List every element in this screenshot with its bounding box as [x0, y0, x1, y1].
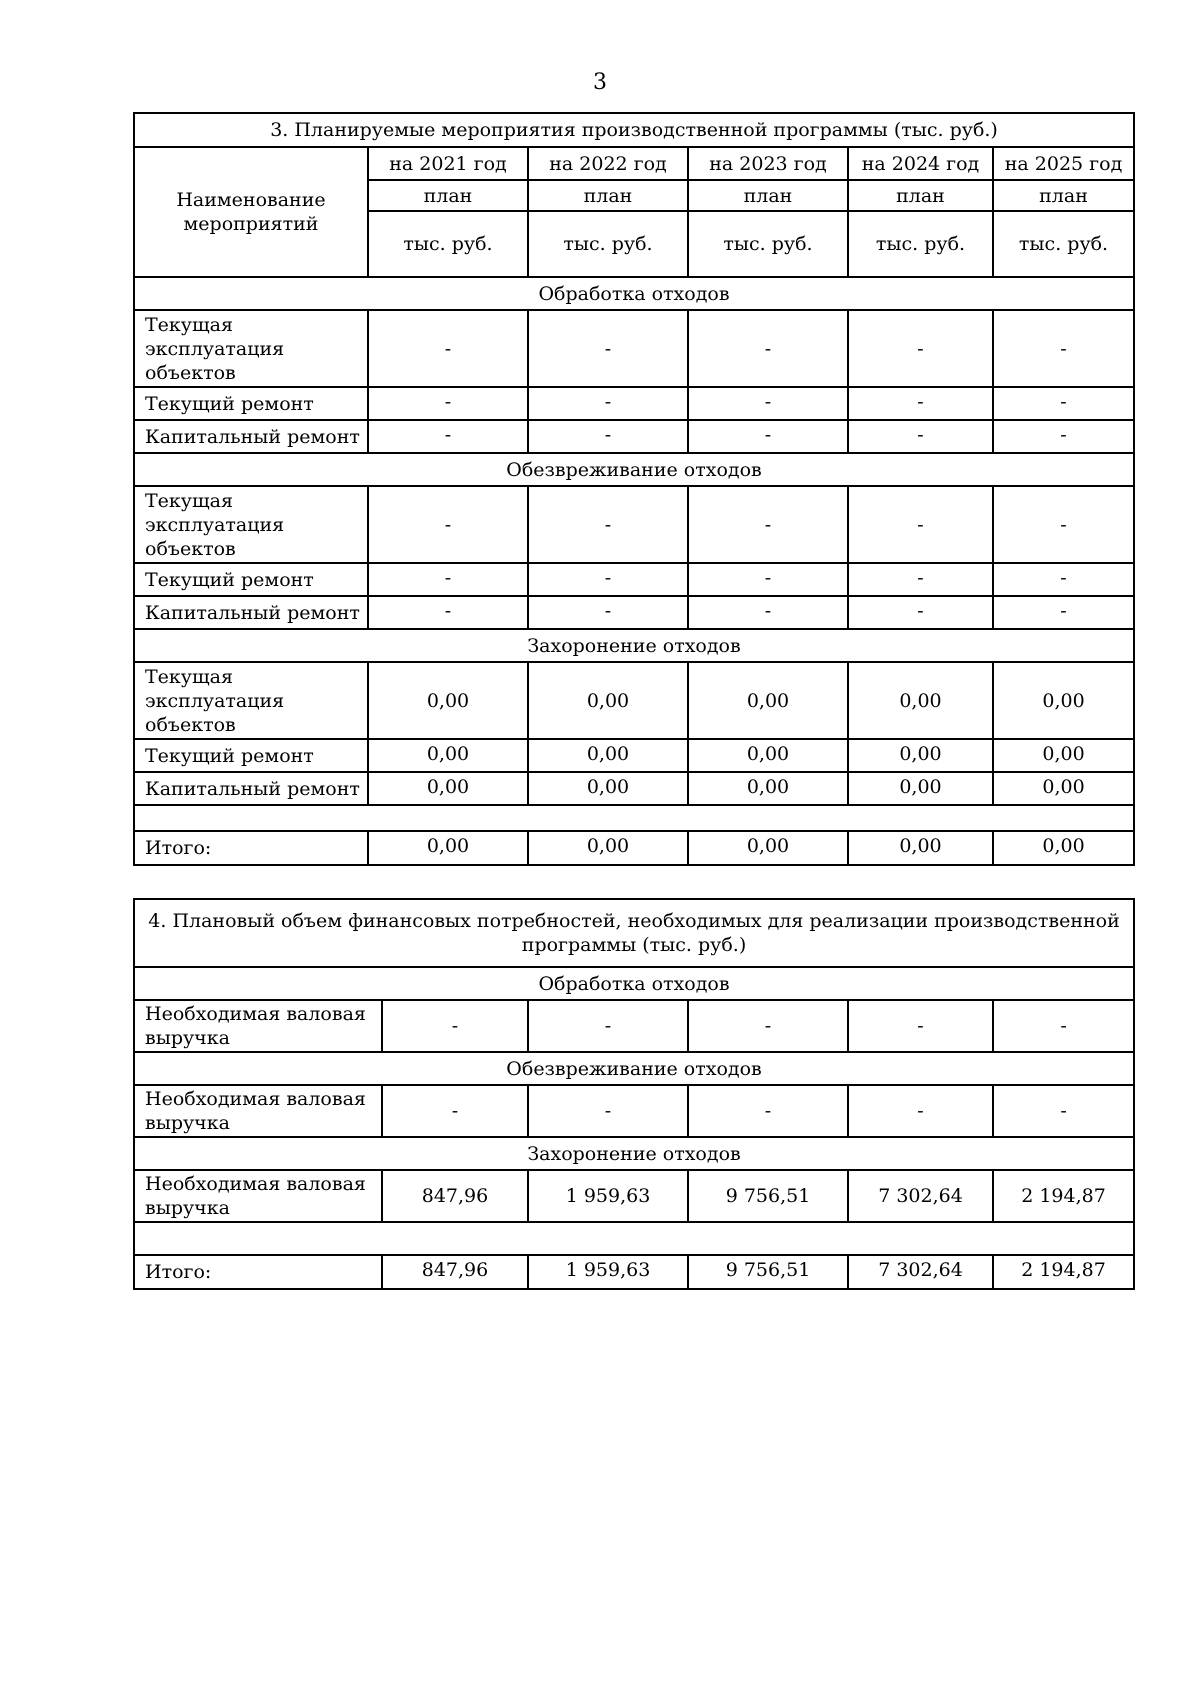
total-value: 2 194,87 [993, 1255, 1134, 1289]
value-cell: - [993, 1085, 1134, 1137]
table-row [134, 772, 1134, 805]
value-cell: - [528, 563, 688, 596]
spacer-row [134, 805, 1134, 831]
row-name: Текущая эксплуатация объектов [134, 662, 368, 739]
section-title: Обезвреживание отходов [134, 453, 1134, 486]
value-cell: - [528, 387, 688, 420]
value-cell: - [368, 420, 528, 453]
section-title: Захоронение отходов [134, 629, 1134, 662]
total-value: 0,00 [848, 831, 993, 865]
table-row [134, 563, 1134, 596]
value-cell: - [688, 387, 848, 420]
value-cell: 7 302,64 [848, 1170, 993, 1222]
table-row [134, 1170, 1134, 1222]
value-cell: 9 756,51 [688, 1170, 848, 1222]
value-cell: 0,00 [848, 662, 993, 739]
value-cell: 0,00 [528, 662, 688, 739]
total-value: 7 302,64 [848, 1255, 993, 1289]
unit-label: тыс. руб. [993, 211, 1134, 277]
value-cell: - [382, 1085, 528, 1137]
value-cell: 0,00 [688, 662, 848, 739]
page-number: 3 [593, 70, 607, 95]
table-row [134, 310, 1134, 387]
section-title: Захоронение отходов [134, 1137, 1134, 1170]
value-cell: 1 959,63 [528, 1170, 688, 1222]
value-cell: - [993, 310, 1134, 387]
value-cell: - [993, 1000, 1134, 1052]
value-cell: 2 194,87 [993, 1170, 1134, 1222]
year-header: на 2022 год [528, 147, 688, 180]
value-cell: - [688, 486, 848, 563]
unit-label: тыс. руб. [848, 211, 993, 277]
value-cell: - [848, 1085, 993, 1137]
plan-label: план [993, 180, 1134, 211]
planned-measures-table [133, 112, 1135, 866]
spacer-cell [134, 805, 1134, 831]
table-row [134, 1085, 1134, 1137]
row-name: Текущий ремонт [134, 739, 368, 772]
value-cell: 0,00 [848, 772, 993, 805]
value-cell: 0,00 [993, 739, 1134, 772]
value-cell: 0,00 [848, 739, 993, 772]
table4-title: 4. Плановый объем финансовых потребностей, необходимых для реализации производственной программы (тыс. руб.) [134, 899, 1134, 967]
unit-label: тыс. руб. [528, 211, 688, 277]
value-cell: - [382, 1000, 528, 1052]
table-row [134, 486, 1134, 563]
plan-label: план [368, 180, 528, 211]
table3-name-header: Наименование мероприятий [134, 147, 368, 277]
value-cell: - [368, 310, 528, 387]
unit-label: тыс. руб. [368, 211, 528, 277]
total-value: 1 959,63 [528, 1255, 688, 1289]
value-cell: - [848, 486, 993, 563]
total-value: 0,00 [528, 831, 688, 865]
row-name: Текущий ремонт [134, 387, 368, 420]
value-cell: - [848, 310, 993, 387]
value-cell: - [528, 1085, 688, 1137]
value-cell: 847,96 [382, 1170, 528, 1222]
value-cell: - [848, 563, 993, 596]
value-cell: 0,00 [993, 662, 1134, 739]
financial-needs-table [133, 898, 1135, 1290]
value-cell: - [993, 420, 1134, 453]
plan-label: план [848, 180, 993, 211]
row-name: Необходимая валовая выручка [134, 1170, 382, 1222]
row-name: Капитальный ремонт [134, 596, 368, 629]
value-cell: - [688, 1085, 848, 1137]
total-value: 847,96 [382, 1255, 528, 1289]
value-cell: - [993, 596, 1134, 629]
value-cell: - [528, 1000, 688, 1052]
table3-title: 3. Планируемые мероприятия производственной программы (тыс. руб.) [134, 113, 1134, 147]
table-row [134, 420, 1134, 453]
value-cell: 0,00 [688, 772, 848, 805]
row-name: Необходимая валовая выручка [134, 1000, 382, 1052]
value-cell: - [368, 563, 528, 596]
section-title: Обезвреживание отходов [134, 1052, 1134, 1085]
value-cell: - [688, 563, 848, 596]
value-cell: 0,00 [368, 662, 528, 739]
plan-label: план [688, 180, 848, 211]
value-cell: - [993, 486, 1134, 563]
value-cell: - [848, 596, 993, 629]
row-name: Капитальный ремонт [134, 420, 368, 453]
total-row [134, 831, 1134, 865]
row-name: Текущая эксплуатация объектов [134, 486, 368, 563]
table-row [134, 739, 1134, 772]
total-value: 9 756,51 [688, 1255, 848, 1289]
table-row [134, 662, 1134, 739]
value-cell: - [688, 596, 848, 629]
value-cell: - [528, 310, 688, 387]
value-cell: - [688, 310, 848, 387]
spacer-row [134, 1222, 1134, 1255]
value-cell: - [993, 563, 1134, 596]
year-header: на 2025 год [993, 147, 1134, 180]
total-value: 0,00 [688, 831, 848, 865]
total-label: Итого: [134, 1255, 382, 1289]
value-cell: - [848, 387, 993, 420]
value-cell: - [368, 387, 528, 420]
value-cell: - [993, 387, 1134, 420]
row-name: Текущая эксплуатация объектов [134, 310, 368, 387]
value-cell: 0,00 [368, 739, 528, 772]
total-value: 0,00 [368, 831, 528, 865]
value-cell: 0,00 [528, 739, 688, 772]
row-name: Текущий ремонт [134, 563, 368, 596]
total-label: Итого: [134, 831, 368, 865]
value-cell: - [528, 596, 688, 629]
value-cell: 0,00 [368, 772, 528, 805]
spacer-cell [134, 1222, 1134, 1255]
value-cell: - [848, 420, 993, 453]
year-header: на 2021 год [368, 147, 528, 180]
value-cell: 0,00 [993, 772, 1134, 805]
value-cell: - [368, 596, 528, 629]
total-value: 0,00 [993, 831, 1134, 865]
value-cell: 0,00 [688, 739, 848, 772]
row-name: Необходимая валовая выручка [134, 1085, 382, 1137]
value-cell: - [688, 1000, 848, 1052]
value-cell: - [528, 420, 688, 453]
plan-label: план [528, 180, 688, 211]
value-cell: - [368, 486, 528, 563]
year-header: на 2024 год [848, 147, 993, 180]
section-title: Обработка отходов [134, 277, 1134, 310]
value-cell: - [848, 1000, 993, 1052]
total-row [134, 1255, 1134, 1289]
section-title: Обработка отходов [134, 967, 1134, 1000]
value-cell: - [528, 486, 688, 563]
value-cell: 0,00 [528, 772, 688, 805]
table-row [134, 596, 1134, 629]
row-name: Капитальный ремонт [134, 772, 368, 805]
table-row [134, 387, 1134, 420]
table-row [134, 1000, 1134, 1052]
year-header: на 2023 год [688, 147, 848, 180]
unit-label: тыс. руб. [688, 211, 848, 277]
value-cell: - [688, 420, 848, 453]
